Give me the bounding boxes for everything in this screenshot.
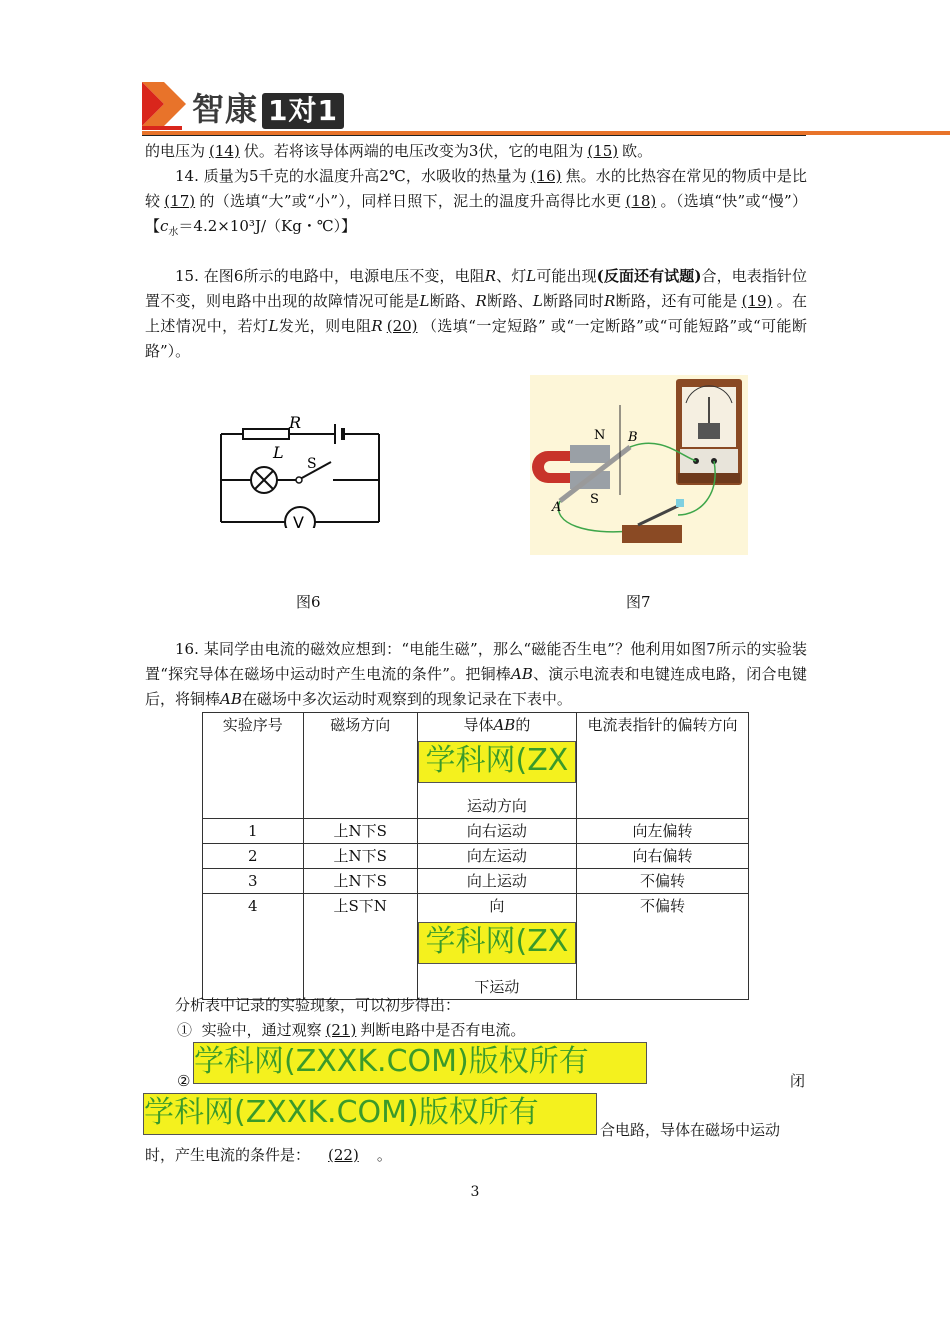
page-number: 3	[470, 1184, 480, 1200]
intro-line: 的电压为 (14) 伏。若将该导体两端的电压改变为3伏，它的电阻为 (15) 欧。	[145, 142, 653, 160]
table-header-row	[203, 713, 749, 819]
analysis-lead: 分析表中记录的实验现象，可以初步得出：	[175, 996, 461, 1014]
label-N: N	[594, 428, 606, 443]
header-field: 磁场方向	[303, 713, 417, 819]
experiment-table	[202, 712, 749, 1000]
label-R: R	[289, 413, 302, 432]
table-row: 3 上N下S 向上运动 不偏转	[203, 869, 749, 894]
watermark-banner: 学科网(ZXXK.COM)版权所有	[143, 1093, 597, 1135]
blank-14: (14)	[209, 142, 240, 160]
label-A: A	[552, 500, 562, 515]
analysis-item-2-tail: 闭	[790, 1072, 806, 1090]
blank-18: (18)	[625, 192, 657, 210]
analysis-item-2-num: ②	[177, 1072, 191, 1090]
blank-17: (17)	[164, 192, 196, 210]
table-row: 2 上N下S 向左运动 向右偏转	[203, 844, 749, 869]
label-S: S	[307, 456, 317, 472]
table-row: 4 上S下N 向 学科网(ZX 下运动 不偏转	[203, 894, 749, 1000]
figure-7-caption: 图7	[626, 593, 651, 611]
analysis-item-3: 合电路，导体在磁场中运动	[600, 1121, 781, 1139]
table-row: 1 上N下S 向右运动 向左偏转	[203, 819, 749, 844]
figure-6-circuit	[215, 408, 385, 528]
brand-badge: 1对1	[262, 93, 344, 129]
analysis-item-1: ① 实验中，通过观察 (21) 判断电路中是否有电流。	[177, 1021, 526, 1039]
back-side-note: (反面还有试题)	[596, 267, 702, 285]
blank-22: (22)	[328, 1146, 359, 1164]
blank-15: (15)	[587, 142, 619, 160]
header-trial: 实验序号	[203, 713, 304, 819]
blank-21: (21)	[325, 1021, 357, 1039]
blank-20: (20)	[386, 317, 418, 335]
brand-logo-icon	[142, 82, 186, 126]
header-deflection: 电流表指针的偏转方向	[576, 713, 748, 819]
analysis-item-4: 时，产生电流的条件是： (22) 。	[145, 1146, 392, 1164]
watermark-stamp: 学科网(ZX	[418, 741, 576, 783]
header-rule-red	[142, 126, 182, 130]
question-16: 16. 某同学由电流的磁效应想到：“电能生磁”，那么“磁能否生电”？他利用如图7所示的实验装置“探究导体在磁场中运动时产生电流的条件”。把铜棒AB、演示电流表和电键连成电路，闭合电键后，将铜棒AB在磁场中多次运动时观察到的现象记录在下表中。	[145, 640, 807, 708]
label-S-pole: S	[590, 492, 599, 507]
label-B: B	[628, 430, 638, 445]
watermark-stamp: 学科网(ZX	[418, 922, 576, 964]
question-14: 14. 质量为5千克的水温度升高2℃，水吸收的热量为 (16) 焦。水的比热容在常见的物质中是比较 (17) 的（选填“大”或“小”），同样日照下，泥土的温度升高得比水更 (18) 。（选填“快”或“慢”）【$c_水=4.2\times 10^3J/(Kg$・℃）】	[145, 167, 807, 238]
label-V: V	[293, 513, 304, 528]
question-15: 15. 在图6所示的电路中，电源电压不变，电阻R、灯L可能出现(反面还有试题)合，电表指针位置不变，则电路中出现的故障情况可能是L断路、R断路、L断路同时R断路，还有可能是 (19) 。在上述情况中，若灯L发光，则电阻R (20) （选填“一定短路” 或“一定断路”或“可能短路”或“可能断路”）。	[145, 267, 807, 360]
brand-logo-text: 智康 1对1	[192, 84, 344, 130]
header-motion: 导体AB的 学科网(ZX 运动方向	[417, 713, 576, 819]
page-header	[142, 82, 950, 138]
figure-7-apparatus	[530, 375, 748, 555]
header-rule-black	[142, 135, 806, 136]
blank-19: (19)	[741, 292, 773, 310]
label-L: L	[273, 443, 284, 462]
figure-6-caption: 图6	[296, 593, 321, 611]
watermark-banner: 学科网(ZXXK.COM)版权所有	[193, 1042, 647, 1084]
blank-16: (16)	[530, 167, 562, 185]
